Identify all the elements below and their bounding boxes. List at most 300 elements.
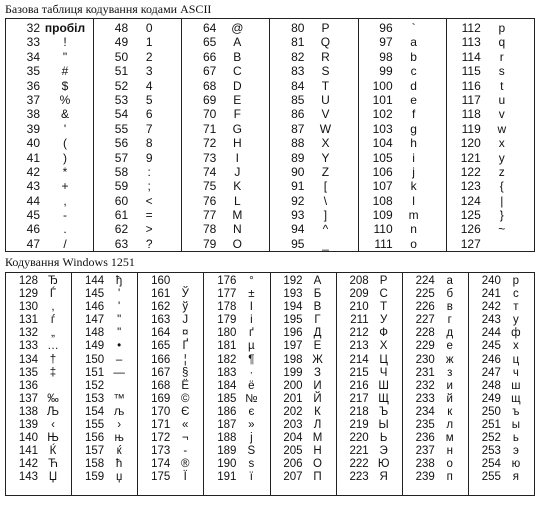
- character-glyph: 2: [145, 49, 153, 64]
- ascii-column: [358, 19, 446, 252]
- code-value: 177: [217, 288, 237, 301]
- code-value: 243: [481, 314, 501, 327]
- code-value: 174: [151, 458, 171, 471]
- character-glyph: р: [512, 275, 520, 287]
- code-value: 154: [84, 405, 105, 418]
- character-glyph: Д: [313, 327, 322, 340]
- character-glyph: ј: [250, 432, 253, 445]
- code-value: 114: [461, 49, 481, 64]
- character-glyph: T: [321, 78, 330, 93]
- code-value: 211: [350, 314, 369, 327]
- code-value: 202: [283, 405, 303, 418]
- code-value: 125: [460, 208, 481, 223]
- code-value: 104: [372, 136, 393, 151]
- code-value: 78: [202, 222, 217, 237]
- code-value: 71: [202, 121, 217, 136]
- character-glyph: А: [313, 275, 322, 287]
- code-value: 195: [283, 314, 303, 327]
- code-value: 132: [18, 327, 38, 340]
- character-glyph: ь: [512, 432, 519, 445]
- code-value: 165: [151, 340, 171, 353]
- code-value: 62: [114, 222, 129, 237]
- character-glyph: V: [321, 107, 330, 122]
- code-value: 98: [379, 49, 393, 64]
- character-glyph: љ: [113, 405, 125, 418]
- code-value: 85: [291, 92, 305, 107]
- character-glyph: Ъ: [379, 405, 389, 418]
- character-glyph: Н: [313, 445, 322, 458]
- code-value: 162: [151, 301, 171, 314]
- code-value: 173: [151, 445, 171, 458]
- character-glyph: Щ: [378, 392, 390, 405]
- code-value: 129: [18, 288, 38, 301]
- character-glyph: ђ: [115, 275, 123, 287]
- code-value: 239: [415, 471, 435, 484]
- code-value: 194: [283, 301, 303, 314]
- code-value: 223: [349, 471, 369, 484]
- code-value: 64: [202, 21, 217, 35]
- character-glyph: ™: [113, 392, 125, 405]
- code-value: 103: [372, 121, 393, 136]
- code-value: 232: [415, 379, 435, 392]
- character-glyph: џ: [115, 471, 123, 484]
- code-value: 117: [461, 92, 481, 107]
- character-glyph: Ћ: [48, 458, 58, 471]
- code-value: 42: [26, 164, 40, 179]
- code-value: 192: [283, 275, 303, 287]
- character-glyph: ®: [181, 458, 190, 471]
- code-value: 206: [283, 458, 303, 471]
- code-value: 156: [84, 432, 105, 445]
- character-glyph: г: [447, 314, 452, 327]
- character-glyph: %: [59, 92, 71, 107]
- character-glyph: n: [410, 222, 417, 237]
- character-glyph: ;: [147, 179, 151, 194]
- character-glyph: і: [250, 314, 253, 327]
- code-value: 113: [461, 35, 481, 50]
- character-glyph: Б: [313, 288, 322, 301]
- character-glyph: r: [499, 49, 504, 64]
- character-glyph: s: [498, 64, 505, 79]
- code-value: 164: [151, 327, 171, 340]
- code-value: 238: [415, 458, 435, 471]
- windows-1251-code-table: [5, 272, 535, 496]
- code-value: 109: [372, 208, 393, 223]
- ascii-column: [446, 19, 534, 252]
- character-glyph: f: [411, 107, 416, 122]
- code-value: 140: [18, 432, 38, 445]
- character-glyph: E: [233, 92, 242, 107]
- character-glyph: З: [314, 366, 321, 379]
- character-glyph: $: [61, 78, 69, 93]
- code-value: 84: [291, 78, 305, 93]
- win-column: [468, 273, 534, 496]
- character-glyph: Т: [380, 301, 388, 314]
- character-glyph: Х: [379, 340, 388, 353]
- code-value: 151: [84, 366, 105, 379]
- character-glyph: ": [62, 49, 68, 64]
- code-value: 245: [481, 340, 501, 353]
- code-value: 72: [202, 136, 217, 151]
- code-value: 133: [18, 340, 38, 353]
- code-value: 222: [349, 458, 369, 471]
- character-glyph: л: [446, 419, 454, 432]
- character-glyph: .: [63, 222, 67, 237]
- character-glyph: ъ: [512, 405, 520, 418]
- character-glyph: 8: [145, 136, 153, 151]
- character-glyph: —: [113, 366, 125, 379]
- code-value: 126: [460, 222, 481, 237]
- character-glyph: а: [446, 275, 453, 287]
- win-column: [336, 273, 402, 496]
- character-glyph: ю: [511, 458, 521, 471]
- character-glyph: Ѓ: [49, 288, 57, 301]
- character-glyph: В: [313, 301, 322, 314]
- code-value: 77: [202, 208, 217, 223]
- code-value: 179: [217, 314, 237, 327]
- character-glyph: Q: [320, 35, 331, 50]
- code-value: 36: [26, 78, 40, 93]
- code-value: 180: [217, 327, 237, 340]
- character-glyph: т: [513, 301, 519, 314]
- code-value: 130: [18, 301, 38, 314]
- code-value: 75: [202, 179, 217, 194]
- code-value: 96: [379, 21, 393, 35]
- character-glyph: <: [145, 193, 153, 208]
- character-glyph: х: [513, 340, 519, 353]
- ascii-table-title: Базова таблиця кодування кодами ASCII: [5, 2, 212, 16]
- code-value: 224: [415, 275, 435, 287]
- code-value: 142: [18, 458, 38, 471]
- character-glyph: Џ: [48, 471, 58, 484]
- code-value: 236: [415, 432, 435, 445]
- character-glyph: k: [410, 179, 417, 194]
- character-glyph: ы: [511, 419, 520, 432]
- code-value: 233: [415, 392, 435, 405]
- code-value: 225: [415, 288, 435, 301]
- code-value: 191: [217, 471, 237, 484]
- code-value: 128: [18, 275, 38, 287]
- character-glyph: Я: [379, 471, 388, 484]
- code-value: 69: [202, 92, 217, 107]
- code-value: 150: [84, 353, 105, 366]
- character-glyph: c: [410, 64, 417, 79]
- character-glyph: Y: [321, 150, 330, 165]
- code-value: 182: [217, 353, 237, 366]
- code-value: 193: [283, 288, 303, 301]
- code-value: 200: [283, 379, 303, 392]
- character-glyph: Г: [314, 314, 321, 327]
- code-value: 124: [460, 193, 481, 208]
- code-value: 45: [26, 208, 40, 223]
- character-glyph: 7: [145, 121, 153, 136]
- code-value: 115: [461, 64, 481, 79]
- code-value: 119: [461, 121, 481, 136]
- code-value: 102: [372, 107, 393, 122]
- code-value: 234: [415, 405, 435, 418]
- character-glyph: @: [231, 21, 244, 35]
- character-glyph: C: [232, 64, 242, 79]
- character-glyph: ‰: [47, 392, 59, 405]
- code-value: 199: [283, 366, 303, 379]
- code-value: 87: [291, 121, 305, 136]
- code-value: 38: [26, 107, 40, 122]
- code-value: 207: [283, 471, 303, 484]
- character-glyph: p: [498, 21, 506, 35]
- character-glyph: °: [249, 275, 254, 287]
- character-glyph: ґ: [249, 327, 254, 340]
- character-glyph: у: [513, 314, 519, 327]
- code-value: 49: [114, 35, 129, 50]
- code-value: 248: [481, 379, 501, 392]
- code-value: 43: [26, 179, 40, 194]
- code-value: 101: [372, 92, 393, 107]
- character-glyph: ~: [498, 222, 506, 237]
- character-glyph: Ґ: [182, 340, 189, 353]
- win-column: [6, 273, 72, 496]
- win-column: [72, 273, 138, 496]
- code-value: 135: [18, 366, 38, 379]
- code-value: 226: [415, 301, 435, 314]
- character-glyph: \: [323, 193, 328, 208]
- code-value: 131: [18, 314, 38, 327]
- character-glyph: ,: [63, 193, 67, 208]
- character-glyph: ў: [182, 301, 189, 314]
- code-value: 203: [283, 419, 303, 432]
- character-glyph: A: [233, 35, 242, 50]
- character-glyph: 0: [145, 21, 153, 35]
- character-glyph: „: [51, 327, 55, 340]
- character-glyph: пробіл: [44, 21, 86, 35]
- character-glyph: g: [410, 121, 417, 136]
- character-glyph: Р: [379, 275, 388, 287]
- character-glyph: &: [60, 107, 69, 122]
- character-glyph: П: [313, 471, 322, 484]
- code-value: 189: [217, 445, 237, 458]
- character-glyph: Z: [321, 164, 330, 179]
- code-value: 186: [217, 405, 237, 418]
- code-value: 120: [460, 136, 481, 151]
- code-value: 146: [84, 301, 105, 314]
- character-glyph: ¬: [181, 432, 189, 445]
- code-value: 52: [114, 78, 129, 93]
- code-value: 216: [349, 379, 369, 392]
- character-glyph: *: [62, 164, 68, 179]
- code-value: 74: [202, 164, 217, 179]
- code-value: 155: [84, 419, 105, 432]
- character-glyph: =: [145, 208, 153, 223]
- character-glyph: б: [446, 288, 454, 301]
- character-glyph: ]: [323, 208, 328, 223]
- code-value: 215: [349, 366, 369, 379]
- code-value: 252: [481, 432, 501, 445]
- code-value: 218: [349, 405, 369, 418]
- code-value: 209: [349, 288, 369, 301]
- character-glyph: о: [446, 458, 453, 471]
- code-value: 82: [291, 49, 305, 64]
- character-glyph: ¦: [183, 353, 187, 366]
- code-value: 33: [26, 35, 40, 50]
- character-glyph: I: [235, 150, 239, 165]
- character-glyph: й: [446, 392, 453, 405]
- code-value: 242: [481, 301, 501, 314]
- code-value: 127: [460, 236, 481, 251]
- character-glyph: ·: [249, 366, 254, 379]
- ascii-column: [94, 19, 182, 252]
- code-value: 204: [283, 432, 303, 445]
- character-glyph: !: [63, 35, 67, 50]
- win-column: [204, 273, 270, 496]
- code-value: 94: [291, 222, 305, 237]
- character-glyph: ›: [117, 419, 122, 432]
- character-glyph: њ: [114, 432, 124, 445]
- character-glyph: ": [117, 314, 122, 327]
- character-glyph: з: [447, 366, 453, 379]
- code-value: 40: [26, 136, 40, 151]
- character-glyph: 4: [145, 78, 153, 93]
- character-glyph: –: [115, 353, 123, 366]
- character-glyph: 1: [145, 35, 153, 50]
- code-value: 176: [217, 275, 237, 287]
- code-value: 157: [84, 445, 105, 458]
- code-value: 63: [114, 236, 129, 251]
- code-value: 143: [18, 471, 38, 484]
- character-glyph: G: [232, 121, 242, 136]
- code-value: 106: [372, 164, 393, 179]
- code-value: 144: [84, 275, 105, 287]
- character-glyph: Ы: [378, 419, 389, 432]
- code-value: 79: [202, 236, 217, 251]
- character-glyph: †: [49, 353, 57, 366]
- code-value: 163: [151, 314, 171, 327]
- character-glyph: a: [410, 35, 417, 50]
- code-value: 169: [151, 392, 171, 405]
- ascii-column: [182, 19, 270, 252]
- code-value: 228: [415, 327, 435, 340]
- code-value: 89: [291, 150, 305, 165]
- character-glyph: -: [183, 445, 188, 458]
- code-value: 53: [114, 92, 129, 107]
- code-value: 93: [291, 208, 305, 223]
- code-value: 41: [26, 150, 40, 165]
- code-value: 39: [26, 121, 40, 136]
- code-value: 158: [84, 458, 105, 471]
- character-glyph: Ь: [379, 432, 388, 445]
- character-glyph: -: [63, 208, 67, 223]
- code-value: 57: [114, 150, 129, 165]
- character-glyph: п: [446, 471, 453, 484]
- code-value: 185: [217, 392, 237, 405]
- character-glyph: »: [248, 419, 255, 432]
- character-glyph: ): [63, 150, 67, 165]
- character-glyph: (: [63, 136, 67, 151]
- character-glyph: }: [499, 208, 504, 223]
- code-value: 198: [283, 353, 303, 366]
- code-value: 73: [202, 150, 217, 165]
- character-glyph: S: [321, 64, 330, 79]
- ascii-column: [270, 19, 358, 252]
- character-glyph: Л: [313, 419, 322, 432]
- code-value: 137: [18, 392, 38, 405]
- character-glyph: Є: [181, 405, 190, 418]
- character-glyph: Ќ: [49, 445, 57, 458]
- character-glyph: /: [63, 236, 67, 251]
- code-value: 214: [349, 353, 369, 366]
- code-value: 139: [18, 419, 38, 432]
- win-column: [138, 273, 204, 496]
- code-value: 51: [114, 64, 129, 79]
- character-glyph: «: [182, 419, 189, 432]
- code-value: 37: [26, 92, 40, 107]
- character-glyph: v: [498, 107, 505, 122]
- character-glyph: Ѕ: [247, 445, 256, 458]
- code-value: 175: [151, 471, 171, 484]
- character-glyph: x: [498, 136, 505, 151]
- code-value: 147: [84, 314, 105, 327]
- code-value: 240: [481, 275, 501, 287]
- character-glyph: ¤: [182, 327, 189, 340]
- code-value: 166: [151, 353, 171, 366]
- character-glyph: Е: [313, 340, 322, 353]
- code-value: 231: [415, 366, 435, 379]
- character-glyph: Ё: [181, 379, 190, 392]
- code-value: 221: [349, 445, 369, 458]
- character-glyph: ': [118, 288, 121, 301]
- character-glyph: ќ: [116, 445, 122, 458]
- character-glyph: O: [232, 236, 242, 251]
- character-glyph: …: [47, 340, 59, 353]
- character-glyph: :: [147, 164, 151, 179]
- code-value: 249: [481, 392, 501, 405]
- code-value: 251: [481, 419, 501, 432]
- character-glyph: К: [314, 405, 321, 418]
- character-glyph: ѕ: [248, 458, 255, 471]
- character-glyph: U: [321, 92, 330, 107]
- character-glyph: ѓ: [50, 314, 56, 327]
- character-glyph: Ф: [379, 327, 388, 340]
- code-value: 237: [415, 445, 435, 458]
- code-value: 66: [202, 49, 217, 64]
- character-glyph: Э: [379, 445, 388, 458]
- character-glyph: Њ: [47, 432, 59, 445]
- character-glyph: щ: [511, 392, 521, 405]
- character-glyph: Ў: [181, 288, 189, 301]
- code-value: 122: [460, 164, 481, 179]
- code-value: 159: [84, 471, 105, 484]
- code-value: 219: [349, 419, 369, 432]
- code-value: 183: [217, 366, 237, 379]
- character-glyph: t: [500, 78, 504, 93]
- code-value: 68: [202, 78, 217, 93]
- character-glyph: J: [234, 164, 241, 179]
- code-value: 197: [283, 340, 303, 353]
- code-value: 118: [461, 107, 481, 122]
- character-glyph: X: [321, 136, 330, 151]
- code-value: 255: [481, 471, 501, 484]
- character-glyph: B: [233, 49, 242, 64]
- code-value: 230: [415, 353, 435, 366]
- character-glyph: д: [446, 327, 454, 340]
- character-glyph: Ш: [378, 379, 389, 392]
- character-glyph: K: [233, 179, 242, 194]
- code-value: 59: [114, 179, 129, 194]
- character-glyph: ©: [181, 392, 190, 405]
- code-value: 97: [379, 35, 393, 50]
- character-glyph: ?: [145, 236, 153, 251]
- character-glyph: b: [410, 49, 417, 64]
- character-glyph: Ц: [379, 353, 388, 366]
- code-value: 50: [114, 49, 129, 64]
